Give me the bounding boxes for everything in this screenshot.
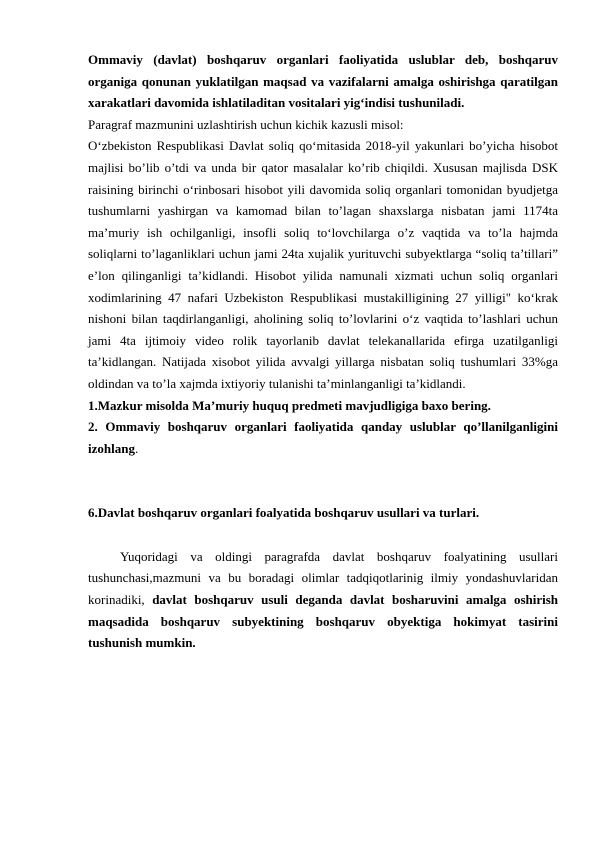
section-heading: 6.Davlat boshqaruv organlari foalyatida boshqaruv usullari va turlari. [88,505,480,521]
document-page [88,49,558,654]
spacer [88,459,558,502]
spacer [88,524,558,546]
section-text: Yuqoridagi va oldingi paragrafda davlat boshqaruv foalyatining usullari tushunchasi,mazmuni va bu boradagi olimlar tadqiqotlarinig ilmiy yondashuvlaridan korinadiki, [88,548,558,608]
question-2-end: . [134,440,139,456]
question-1: 1.Mazkur misolda Ma’muriy huquq predmeti mavjudligiga baxo bering. [88,397,491,413]
question-2-text: 2. Ommaviy boshqaruv organlari faoliyatida qanday uslublar qo’llanilganligini izohlang [88,419,558,456]
section-paragraph [88,546,558,654]
case-intro: Paragraf mazmunini uzlashtirish uchun kichik kazusli misol: [88,116,404,132]
question-2 [88,416,558,459]
section-text-bold: davlat boshqaruv usuli deganda davlat bosharuvini amalga oshirish maqsadida boshqaruv subyektining boshqaruv obyektiga hokimyat tasirini tushunish mumkin. [88,592,559,651]
definition-paragraph: Ommaviy (davlat) boshqaruv organlari faoliyatida uslublar deb, boshqaruv organiga qonunan yuklatilgan maqsad va vazifalarni amalga oshirishga qaratilgan xarakatlari davomida ishlatiladitan vositalari yig‘indisi tushuniladi. [88,52,558,111]
case-paragraph: O‘zbekiston Respublikasi Davlat soliq qo‘mitasida 2018-yil yakunlari bo’yicha hisobot majlisi bo’lib o’tdi va unda bir qator masalalar ko’rib chiqildi. Xususan majlisda DSK raisining birinchi o‘rinbosari hisobot yili davomida soliq organlari tomonidan byudjetga tushumlarni yashirgan va kamomad bilan to’lagan shaxslarga nisbatan jami 1174ta ma’muriy ish ochilganligi, insofli soliq to‘lovchilarga o’z vaqtida va to’la hajmda soliqlarni to’laganliklari uchun jami 24ta xujalik yurituvchi subyektlarga “soliq ta’tillari” e’lon qilinganligi ta’kidlandi. Hisobot yilida namunali xizmati uchun soliq organlari xodimlarining 47 nafari Uzbekiston Respublikasi mustakilligining 27 yilligi" ko‘krak nishoni bilan taqdirlanganligi, aholining soliq to’lovlarini o‘z vaqtida to’lashlari uchun jami 4ta ijtimoiy video rolik tayorlanib davlat telekanallarida efirga uzatilganligi ta’kidlangan. Natijada xisobot yilida avvalgi yillarga nisbatan soliq tushumlari 33%ga oldindan va to’la xajmda ixtiyoriy tulanishi ta’minlanganligi ta’kidlandi. [88,138,558,391]
